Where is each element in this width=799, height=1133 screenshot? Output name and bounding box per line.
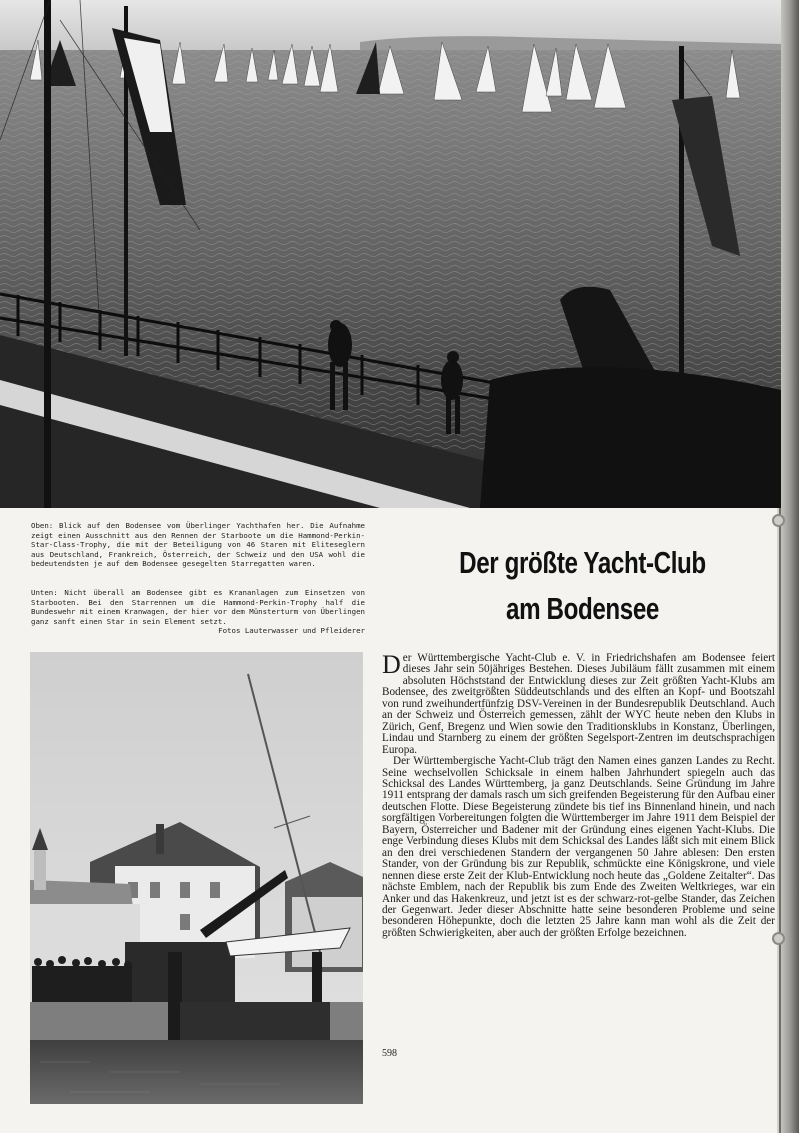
binding-ring: [772, 514, 785, 527]
photo-crane-star-boat: [30, 652, 363, 1104]
article-body: [382, 650, 775, 939]
article-paragraph-1-text: er Württembergische Yacht-Club e. V. in Friedrichshafen am Bodensee feiert dieses Jahr sein 50jähriges Bestehen. Dieses Jubiläum fällt zusammen mit einem absoluten Höchststand der Entwicklung dieses zur Zeit größten Yacht-Klubs am Bodensee, des zweitgrößten Süddeutschlands und des elften an Kopf- und Bootszahl von rund zweihundertfünfzig DSV-Vereinen in der Bundesrepublik Deutschland. Auch an der Schweiz und Österreich gemessen, zählt der WYC heute neben den Klubs in Zürich, Genf, Bregenz und Wien sowie den Traditionsklubs in Konstanz, Überlingen, Lindau und Starnberg zu einem der größten Segelsport-Zentren im deutschsprachigen Europa.: [382, 652, 775, 756]
caption-bottom-text: Unten: Nicht überall am Bodensee gibt es Krananlagen zum Einsetzen von Starbooten. Bei den Starrennen um die Hammond-Perkin-Trophy half die Bundeswehr mit einem Kranwagen, der hier vor dem Münsterturm von Überlingen ganz sanft einen Star in sein Element setzt.: [31, 588, 365, 626]
article-paragraph-1: [382, 650, 775, 756]
page-number: 598: [382, 1048, 397, 1059]
photo-harbour-regatta: [0, 0, 781, 508]
caption-top: Oben: Blick auf den Bodensee vom Überlinger Yachthafen her. Die Aufnahme zeigt einen Ausschnitt aus den Rennen der Starboote um die Hammond-Perkin-Star-Class-Trophy, die mit der Beteiligung von 46 Staren mit Eliteseglern aus Deutschland, Frankreich, Österreich, der Schweiz und den USA wohl die bedeutendsten je auf dem Bodensee gesegelten Starregatten waren.: [31, 521, 365, 569]
drop-cap: D: [382, 650, 401, 679]
article-paragraph-2: Der Württembergische Yacht-Club trägt den Namen eines ganzen Landes zu Recht. Seine wechselvollen Schicksale in einem halben Jahrhundert spiegeln auch das Schicksal des Landes Württemberg, ja ganz Deutschlands. Seine Gründung im Jahre 1911 entsprang der damals rasch um sich greifenden Begeisterung für den Aufbau einer deutschen Flotte. Diese Begeisterung zündete bis tief ins Binnenland hinein, und nach sorgfältigen Vorbereitungen folgten die Württemberger im Jahre 1911 dem Beispiel der Bayern, Österreicher und Badener mit der Gründung eines eigenen Yacht-Klubs. Die enge Verbindung dieses Klubs mit dem Schicksal des Landes läßt sich mit einem Blick an den drei verschiedenen Standern der vergangenen 50 Jahre ablesen: Den ersten Stander, von der Gründung bis zur Republik, schmückte eine Königskrone, und viele nennen diese erste Zeit der Klub-Entwicklung noch heute das „Goldene Zeitalter“. Das nächste Emblem, nach der Republik bis zum Ende des Zweiten Weltkrieges, war ein Anker und das Hakenkreuz, und jetzt ist es der schwarz-rot-gelbe Stander, das Zeichen der Gegenwart. Jeder dieser Abschnitte hatte seine besonderen Probleme und seine besonderen Höhepunkte, doch die letzten 25 Jahre kann man wohl als die Zeit der größten Schwierigkeiten, aber auch der größten Erfolge bezeichnen.: [382, 755, 775, 939]
photo-credit: Fotos Lauterwasser und Pfleiderer: [218, 626, 365, 636]
headline-line-1: Der größte Yacht-Club: [459, 545, 706, 580]
headline-line-2: am Bodensee: [506, 591, 659, 626]
article-headline: [428, 540, 736, 632]
caption-bottom: [31, 588, 365, 636]
